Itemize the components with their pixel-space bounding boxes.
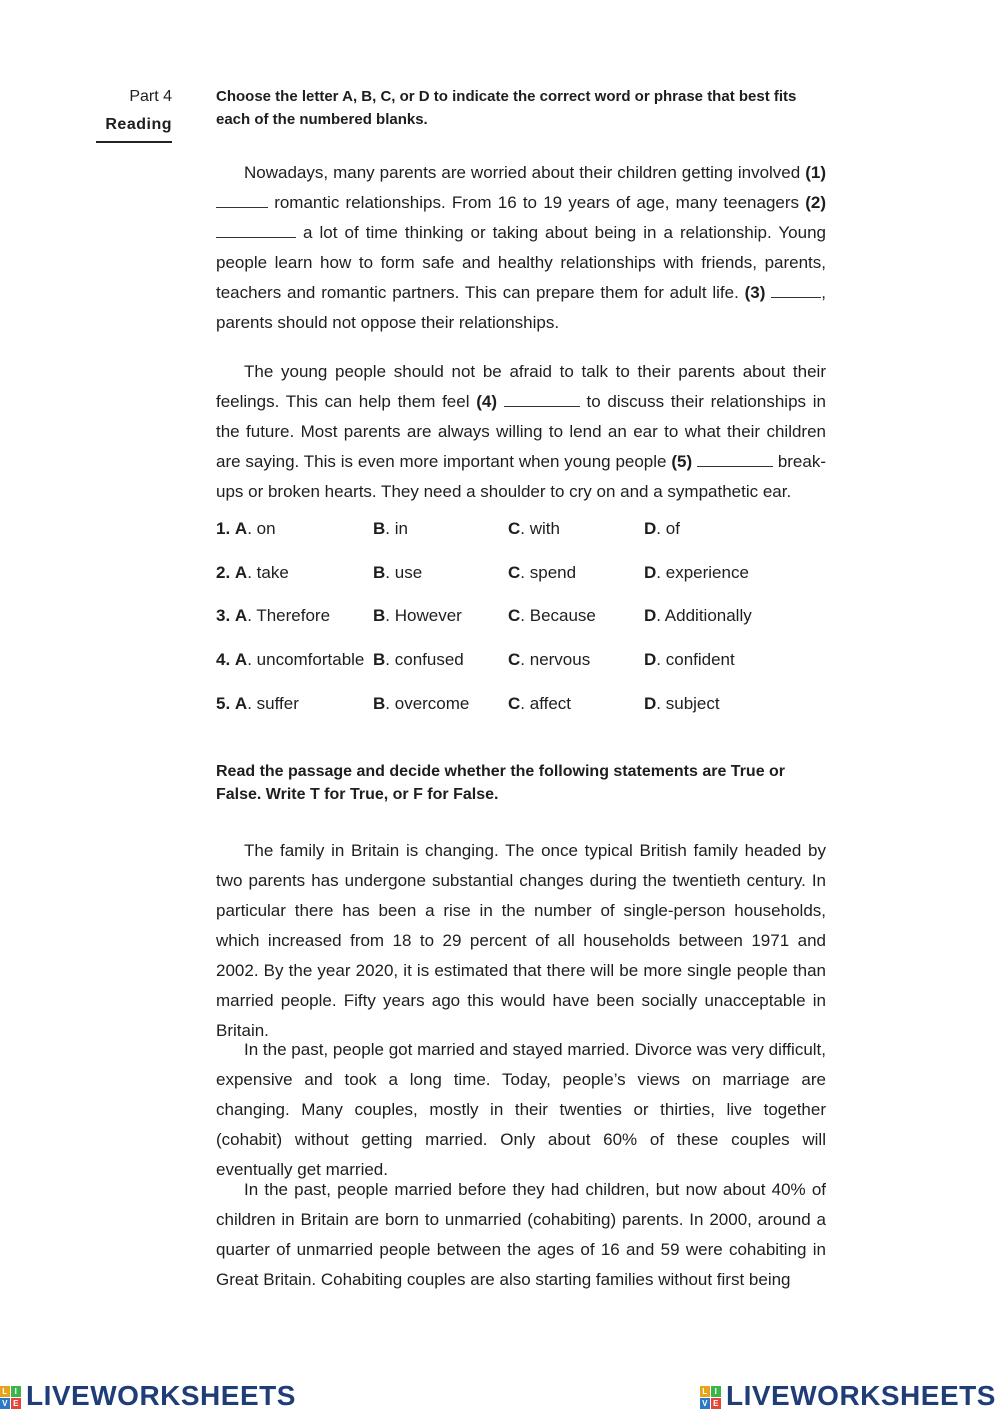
passage-text: The young people should not be afraid to talk to their parents about their feelings. This can help them feel xyxy=(216,362,826,411)
logo-text: LIVEWORKSHEETS xyxy=(726,1380,996,1411)
section-title: Reading xyxy=(105,116,172,133)
option-letter: C xyxy=(508,563,521,582)
liveworksheets-logo xyxy=(0,1376,296,1416)
question-row-1 xyxy=(216,514,836,544)
logo-badge-icon: L I V E xyxy=(700,1386,722,1410)
option-letter: B xyxy=(373,563,386,582)
question-number: 2. xyxy=(216,563,231,582)
option-text: confused xyxy=(394,650,464,669)
option-letter: B xyxy=(373,694,386,713)
blank-4 xyxy=(504,394,580,407)
option-letter: A xyxy=(234,650,248,669)
option-a[interactable]: 4. A. uncomfortable xyxy=(216,650,365,669)
question-row-2 xyxy=(216,558,836,588)
option-c[interactable]: C. nervous xyxy=(508,650,591,669)
option-text: experience xyxy=(665,563,749,582)
option-text: Additionally xyxy=(664,606,752,625)
passage-text: Nowadays, many parents are worried about their children getting involved xyxy=(244,163,801,182)
option-letter: D xyxy=(644,606,657,625)
blank-number-1: (1) xyxy=(805,163,826,182)
passage-text: romantic relationships. From 16 to 19 years of age, many teenagers xyxy=(274,193,800,212)
option-text: However xyxy=(394,606,462,625)
option-text: of xyxy=(665,519,680,538)
logo-text: LIVEWORKSHEETS xyxy=(26,1380,296,1411)
option-letter: C xyxy=(508,519,521,538)
option-letter: C xyxy=(508,694,521,713)
question-row-3 xyxy=(216,601,836,631)
option-letter: D xyxy=(644,650,657,669)
option-d[interactable]: D. Additionally xyxy=(644,606,752,625)
option-a[interactable]: 1. A. on xyxy=(216,519,276,538)
question-row-5 xyxy=(216,689,836,719)
option-a[interactable]: 5. A. suffer xyxy=(216,694,299,713)
option-d[interactable]: D. subject xyxy=(644,694,720,713)
passage-text: a lot of time thinking or taking about being in a relationship. Young people learn how to form safe and healthy relationships with friends, parents, teachers and romantic partners. This can prepare them for adult life. xyxy=(216,223,827,302)
option-text: in xyxy=(394,519,408,538)
question-number: 3. xyxy=(216,606,231,625)
passage-text: to discuss their relationships in the future. Most parents are always willing to lend an ear to what their children are saying. This is even more important when young people xyxy=(216,392,826,471)
blank-number-3: (3) xyxy=(744,283,766,302)
passage-text: In the past, people got married and stayed married. Divorce was very difficult, expensive and took a long time. Today, people’s views on marriage are changing. Many couples, mostly in their twenties or thirties, live together (cohabit) without getting married. Only about 60% of these couples will eventually get married. xyxy=(216,1040,826,1179)
true-false-instruction: Read the passage and decide whether the following statements are True or False. Write T for True, or F for False. xyxy=(216,763,786,803)
option-letter: B xyxy=(373,650,386,669)
option-text: with xyxy=(529,519,560,538)
option-c[interactable]: C. Because xyxy=(508,606,596,625)
option-letter: D xyxy=(644,519,657,538)
passage-paragraph-4 xyxy=(216,1035,826,1185)
passage-paragraph-2 xyxy=(216,357,826,507)
option-b[interactable]: B. overcome xyxy=(373,694,470,713)
option-c[interactable]: C. with xyxy=(508,519,560,538)
option-letter: D xyxy=(644,563,657,582)
passage-paragraph-1 xyxy=(216,158,826,338)
liveworksheets-logo xyxy=(700,1376,996,1416)
passage-text: In the past, people married before they had children, but now about 40% of children in Britain are born to unmarried (cohabiting) parents. In 2000, around a quarter of unmarried people between the ages of 16 and 59 were cohabiting in Great Britain. Cohabiting couples are also starting families without first being xyxy=(216,1180,826,1289)
option-d[interactable]: D. of xyxy=(644,519,680,538)
blank-number-2: (2) xyxy=(805,193,826,212)
option-letter: C xyxy=(508,650,521,669)
blank-2 xyxy=(216,225,296,238)
option-letter: A xyxy=(234,606,248,625)
option-d[interactable]: D. confident xyxy=(644,650,735,669)
option-text: overcome xyxy=(394,694,470,713)
option-text: suffer xyxy=(256,694,299,713)
option-a[interactable]: 2. A. take xyxy=(216,563,289,582)
option-text: take xyxy=(256,563,289,582)
option-text: spend xyxy=(529,563,577,582)
option-letter: A xyxy=(234,563,248,582)
option-text: Therefore xyxy=(256,606,331,625)
blank-number-5: (5) xyxy=(671,452,693,471)
blank-5 xyxy=(697,454,773,467)
passage-text: break-ups or broken hearts. They need a shoulder to cry on and a sympathetic ear. xyxy=(216,452,826,501)
instruction: Choose the letter A, B, C, or D to indicate the correct word or phrase that best fits each of the numbered blanks. xyxy=(216,88,797,128)
passage-text: , parents should not oppose their relationships. xyxy=(216,283,826,332)
option-text: uncomfortable xyxy=(256,650,365,669)
option-text: use xyxy=(394,563,423,582)
option-a[interactable]: 3. A. Therefore xyxy=(216,606,331,625)
option-text: Because xyxy=(529,606,596,625)
option-letter: A xyxy=(234,694,248,713)
question-number: 5. xyxy=(216,694,231,713)
question-number: 4. xyxy=(216,650,231,669)
option-letter: C xyxy=(508,606,521,625)
option-b[interactable]: B. However xyxy=(373,606,462,625)
option-text: confident xyxy=(665,650,735,669)
option-letter: A xyxy=(234,519,248,538)
blank-3 xyxy=(771,285,821,298)
option-b[interactable]: B. use xyxy=(373,563,423,582)
option-letter: B xyxy=(373,519,386,538)
question-number: 1. xyxy=(216,519,231,538)
title-underline xyxy=(96,141,172,143)
option-text: nervous xyxy=(529,650,591,669)
option-c[interactable]: C. affect xyxy=(508,694,572,713)
option-text: on xyxy=(256,519,276,538)
part-label: Part 4 xyxy=(129,88,172,105)
question-row-4 xyxy=(216,645,836,675)
option-c[interactable]: C. spend xyxy=(508,563,577,582)
passage-paragraph-5 xyxy=(216,1175,826,1295)
option-letter: B xyxy=(373,606,386,625)
option-b[interactable]: B. confused xyxy=(373,650,464,669)
blank-1 xyxy=(216,195,268,208)
option-text: affect xyxy=(529,694,572,713)
logo-badge-icon: L I V E xyxy=(0,1386,22,1410)
option-text: subject xyxy=(665,694,720,713)
option-d[interactable]: D. experience xyxy=(644,563,749,582)
option-b[interactable]: B. in xyxy=(373,519,408,538)
passage-text: The family in Britain is changing. The once typical British family headed by two parents has undergone substantial changes during the twentieth century. In particular there has been a rise in the number of single-person households, which increased from 18 to 29 percent of all households between 1971 and 2002. By the year 2020, it is estimated that there will be more single people than married people. Fifty years ago this would have been socially unacceptable in Britain. xyxy=(216,841,826,1040)
passage-paragraph-3 xyxy=(216,836,826,1046)
option-letter: D xyxy=(644,694,657,713)
blank-number-4: (4) xyxy=(476,392,498,411)
